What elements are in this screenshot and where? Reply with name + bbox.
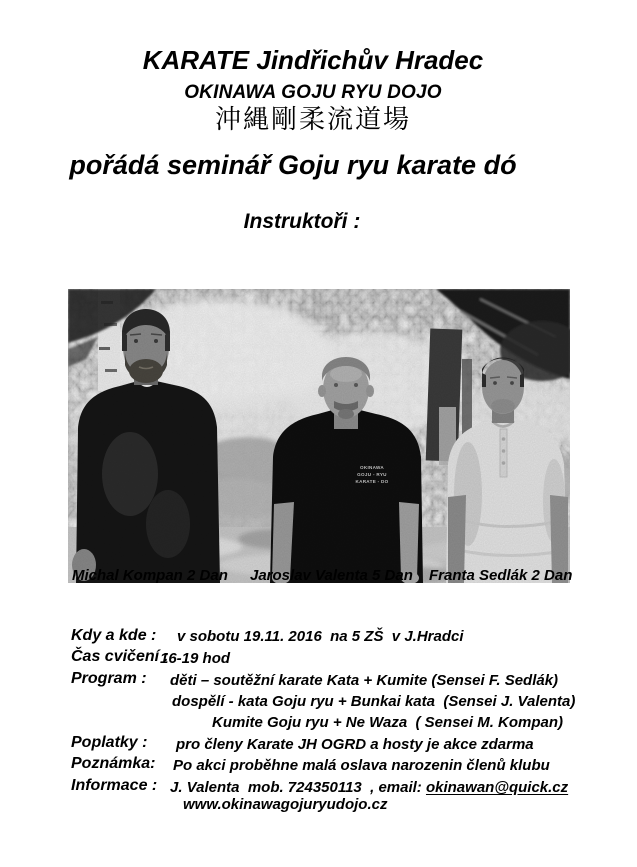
info-value-prefix: J. Valenta mob. 724350113 , email:	[170, 779, 426, 796]
info-label: Informace :	[71, 777, 158, 794]
note-label: Poznámka:	[71, 755, 156, 772]
page-title: KARATE Jindřichův Hradec	[142, 45, 484, 75]
when-where-label: Kdy a kde :	[71, 627, 157, 644]
program-label: Program :	[71, 670, 147, 687]
photo-grain	[68, 289, 570, 583]
shirt-logo-line3: KARATE - DO	[355, 479, 389, 484]
program-line-2: dospělí - kata Goju ryu + Bunkai kata (Sensei J. Valenta)	[172, 693, 576, 710]
website-text: www.okinawagojuryudojo.cz	[183, 796, 388, 813]
instructor-name-2: Jaroslav Valenta 5 Dan	[250, 567, 413, 584]
event-title: pořádá seminář Goju ryu karate dó	[69, 150, 517, 180]
fees-label: Poplatky :	[71, 734, 148, 751]
instructors-heading: Instruktoři :	[243, 210, 361, 233]
shirt-logo-line2: GOJU - RYU	[357, 472, 387, 477]
instructors-photo	[68, 253, 570, 547]
dojo-name: OKINAWA GOJU RYU DOJO	[184, 82, 442, 103]
when-where-value: v sobotu 19.11. 2016 na 5 ZŠ v J.Hradci	[177, 628, 464, 645]
email-link[interactable]: okinawan@quick.cz	[425, 779, 569, 796]
dojo-name-japanese: 沖縄剛柔流道場	[214, 105, 411, 134]
instructor-name-1: Michal Kompan 2 Dan	[72, 567, 228, 584]
instructor-name-3: Franta Sedlák 2 Dan	[429, 567, 573, 584]
time-label: Čas cvičení :	[71, 648, 169, 665]
time-value: 16-19 hod	[160, 650, 231, 667]
instructors-photo-graphic	[68, 289, 570, 583]
program-line-1: děti – soutěžní karate Kata + Kumite (Sensei F. Sedlák)	[170, 672, 559, 689]
note-value: Po akci proběhne malá oslava narozenin členů klubu	[173, 757, 550, 774]
program-line-3: Kumite Goju ryu + Ne Waza ( Sensei M. Kompan)	[212, 714, 564, 731]
fees-value: pro členy Karate JH OGRD a hosty je akce zdarma	[176, 736, 534, 753]
shirt-logo-line1: OKINAWA	[359, 465, 385, 470]
